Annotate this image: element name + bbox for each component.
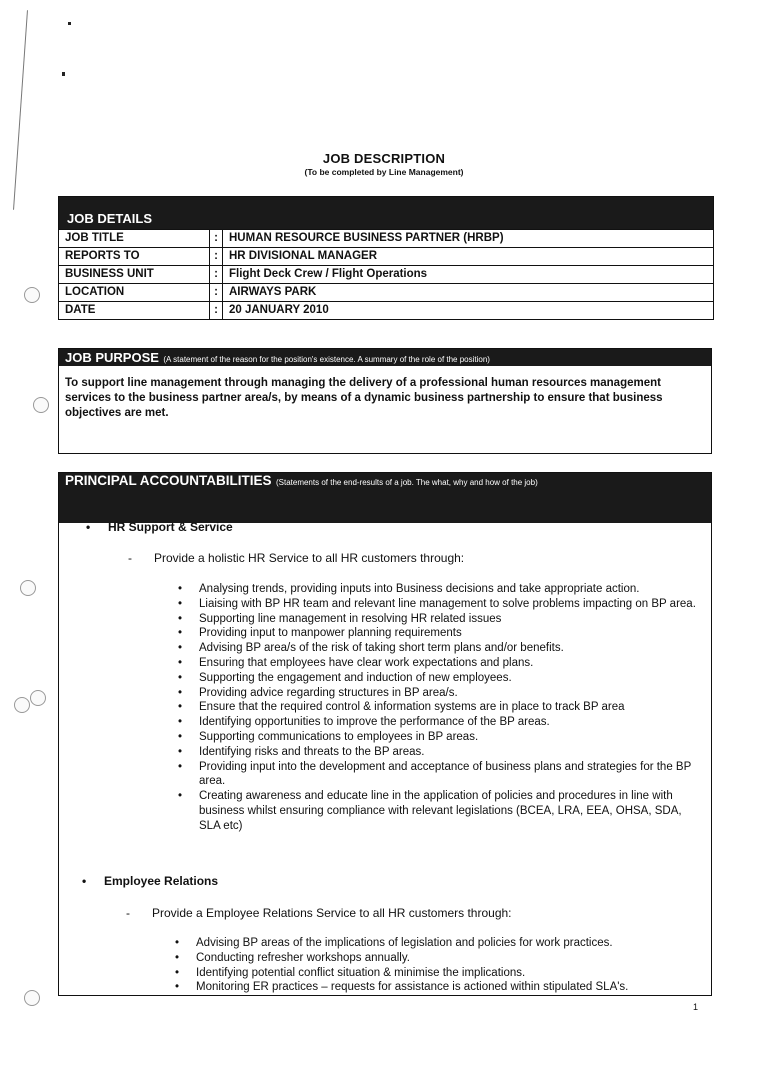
job-details-row (59, 283, 713, 301)
list-item-text: Monitoring ER practices – requests for assistance is actioned within stipulated SLA's. (196, 981, 629, 994)
bullet-icon: • (178, 790, 183, 803)
reports-to-label: REPORTS TO (59, 248, 210, 265)
location-label: LOCATION (59, 284, 210, 301)
business-unit-value: Flight Deck Crew / Flight Operations (229, 268, 428, 280)
job-details-row (59, 301, 713, 319)
list-item-text: Creating awareness and educate line in the application of policies and procedures in line with business whilst ensuring compliance with relevant legislations (BCEA, LRA, EEA, OHSA, SDA, SLA etc) (199, 790, 682, 832)
bullet-icon: • (175, 937, 180, 949)
scan-mark (62, 72, 65, 76)
job-details-row (59, 229, 713, 247)
reports-to-value: HR DIVISIONAL MANAGER (229, 250, 378, 262)
job-details-row (59, 247, 713, 265)
job-title-value: HUMAN RESOURCE BUSINESS PARTNER (HRBP) (229, 232, 504, 244)
colon: : (210, 302, 223, 319)
job-purpose-box (58, 348, 712, 454)
punch-hole (24, 287, 40, 303)
list-item (175, 745, 700, 760)
list-item (172, 936, 702, 951)
job-details-row (59, 265, 713, 283)
bullet-icon: • (178, 701, 183, 714)
list-item (175, 686, 700, 701)
list-item (175, 612, 700, 627)
bullet-icon: • (178, 716, 183, 729)
employee-relations-list (172, 936, 702, 995)
bullet-icon: • (178, 642, 183, 655)
dash-icon: - (128, 551, 132, 565)
list-item (175, 700, 700, 715)
job-title-label: JOB TITLE (59, 230, 210, 247)
punch-hole (33, 397, 49, 413)
list-item-text: Liaising with BP HR team and relevant line management to solve problems impacting on BP area. (199, 597, 696, 610)
section-intro-text: Provide a holistic HR Service to all HR customers through: (154, 551, 465, 565)
punch-hole (14, 697, 30, 713)
list-item-text: Advising BP areas of the implications of legislation and policies for work practices. (196, 937, 613, 949)
bullet-icon: • (178, 686, 183, 699)
list-item-text: Providing input to manpower planning requirements (199, 627, 462, 640)
bullet-icon: • (86, 520, 91, 534)
list-item (175, 715, 700, 730)
list-item-text: Identifying opportunities to improve the performance of the BP areas. (199, 716, 550, 729)
list-item-text: Supporting the engagement and induction of new employees. (199, 671, 512, 684)
list-item (175, 641, 700, 656)
bullet-icon: • (178, 583, 183, 595)
section-heading (86, 520, 233, 534)
section-intro-text: Provide a Employee Relations Service to all HR customers through: (152, 906, 512, 920)
list-item (175, 582, 700, 597)
colon: : (210, 284, 223, 301)
punch-hole (24, 990, 40, 1006)
section-intro (128, 551, 464, 565)
date-value: 20 JANUARY 2010 (229, 304, 329, 316)
dash-icon: - (126, 906, 130, 920)
list-item (175, 789, 700, 833)
job-purpose-text: To support line management through managing the delivery of a professional human resources management services to the business partner area/s, by means of a dynamic business partnership to ensure that business objectives are met. (65, 377, 663, 419)
page-number: 1 (693, 1002, 699, 1012)
list-item-text: Ensuring that employees have clear work expectations and plans. (199, 656, 534, 669)
document-subtitle: (To be completed by Line Management) (304, 167, 464, 177)
bullet-icon: • (178, 745, 183, 758)
punch-hole (30, 690, 46, 706)
list-item (172, 951, 702, 966)
section-title-hr-support: HR Support & Service (108, 520, 233, 534)
principal-accountabilities-header-note: (Statements of the end-results of a job. The what, why and how of the job) (275, 478, 538, 487)
list-item (175, 730, 700, 745)
bullet-icon: • (175, 981, 180, 994)
location-value: AIRWAYS PARK (229, 286, 317, 298)
principal-accountabilities-header: PRINCIPAL ACCOUNTABILITIES (65, 473, 272, 488)
bullet-icon: • (175, 951, 180, 964)
job-purpose-header-bar (59, 349, 711, 366)
list-item-text: Ensure that the required control & information systems are in place to track BP area (199, 701, 625, 714)
colon: : (210, 266, 223, 283)
punch-hole (20, 580, 36, 596)
list-item-text: Supporting line management in resolving HR related issues (199, 612, 502, 625)
bullet-icon: • (178, 597, 183, 610)
list-item (175, 626, 700, 641)
list-item-text: Providing advice regarding structures in BP area/s. (199, 686, 458, 699)
list-item (175, 597, 700, 612)
list-item (172, 980, 702, 995)
job-details-header: JOB DETAILS (59, 197, 713, 229)
bullet-icon: • (178, 671, 183, 684)
bullet-icon: • (178, 760, 183, 773)
date-label: DATE (59, 302, 210, 319)
job-details-table (58, 196, 714, 320)
list-item-text: Conducting refresher workshops annually. (196, 951, 410, 964)
document-title: JOB DESCRIPTION (322, 151, 446, 166)
bullet-icon: • (178, 612, 183, 625)
list-item (175, 656, 700, 671)
list-item-text: Providing input into the development and acceptance of business plans and strategies for the BP area. (199, 760, 692, 788)
bullet-icon: • (178, 730, 183, 743)
list-item-text: Identifying risks and threats to the BP areas. (199, 745, 425, 758)
principal-accountabilities-header-bar (59, 473, 711, 523)
business-unit-label: BUSINESS UNIT (59, 266, 210, 283)
list-item-text: Advising BP area/s of the risk of taking short term plans and/or benefits. (199, 642, 564, 655)
colon: : (210, 248, 223, 265)
list-item (175, 760, 700, 790)
bullet-icon: • (178, 656, 183, 669)
list-item-text: Supporting communications to employees in BP areas. (199, 730, 479, 743)
hr-support-list (175, 582, 700, 834)
list-item (175, 671, 700, 686)
colon: : (210, 230, 223, 247)
section-title-employee-relations: Employee Relations (104, 874, 219, 888)
scan-mark (13, 10, 28, 210)
section-intro (126, 906, 512, 920)
scan-mark (68, 22, 71, 25)
job-purpose-header-note: (A statement of the reason for the position's existence. A summary of the role of the position) (163, 355, 490, 364)
list-item-text: Analysing trends, providing inputs into Business decisions and take appropriate action. (199, 583, 640, 595)
bullet-icon: • (82, 874, 87, 888)
job-purpose-header: JOB PURPOSE (65, 350, 159, 365)
list-item-text: Identifying potential conflict situation & minimise the implications. (196, 966, 526, 979)
bullet-icon: • (175, 966, 180, 979)
section-heading (82, 874, 218, 888)
bullet-icon: • (178, 627, 183, 640)
list-item (172, 966, 702, 981)
